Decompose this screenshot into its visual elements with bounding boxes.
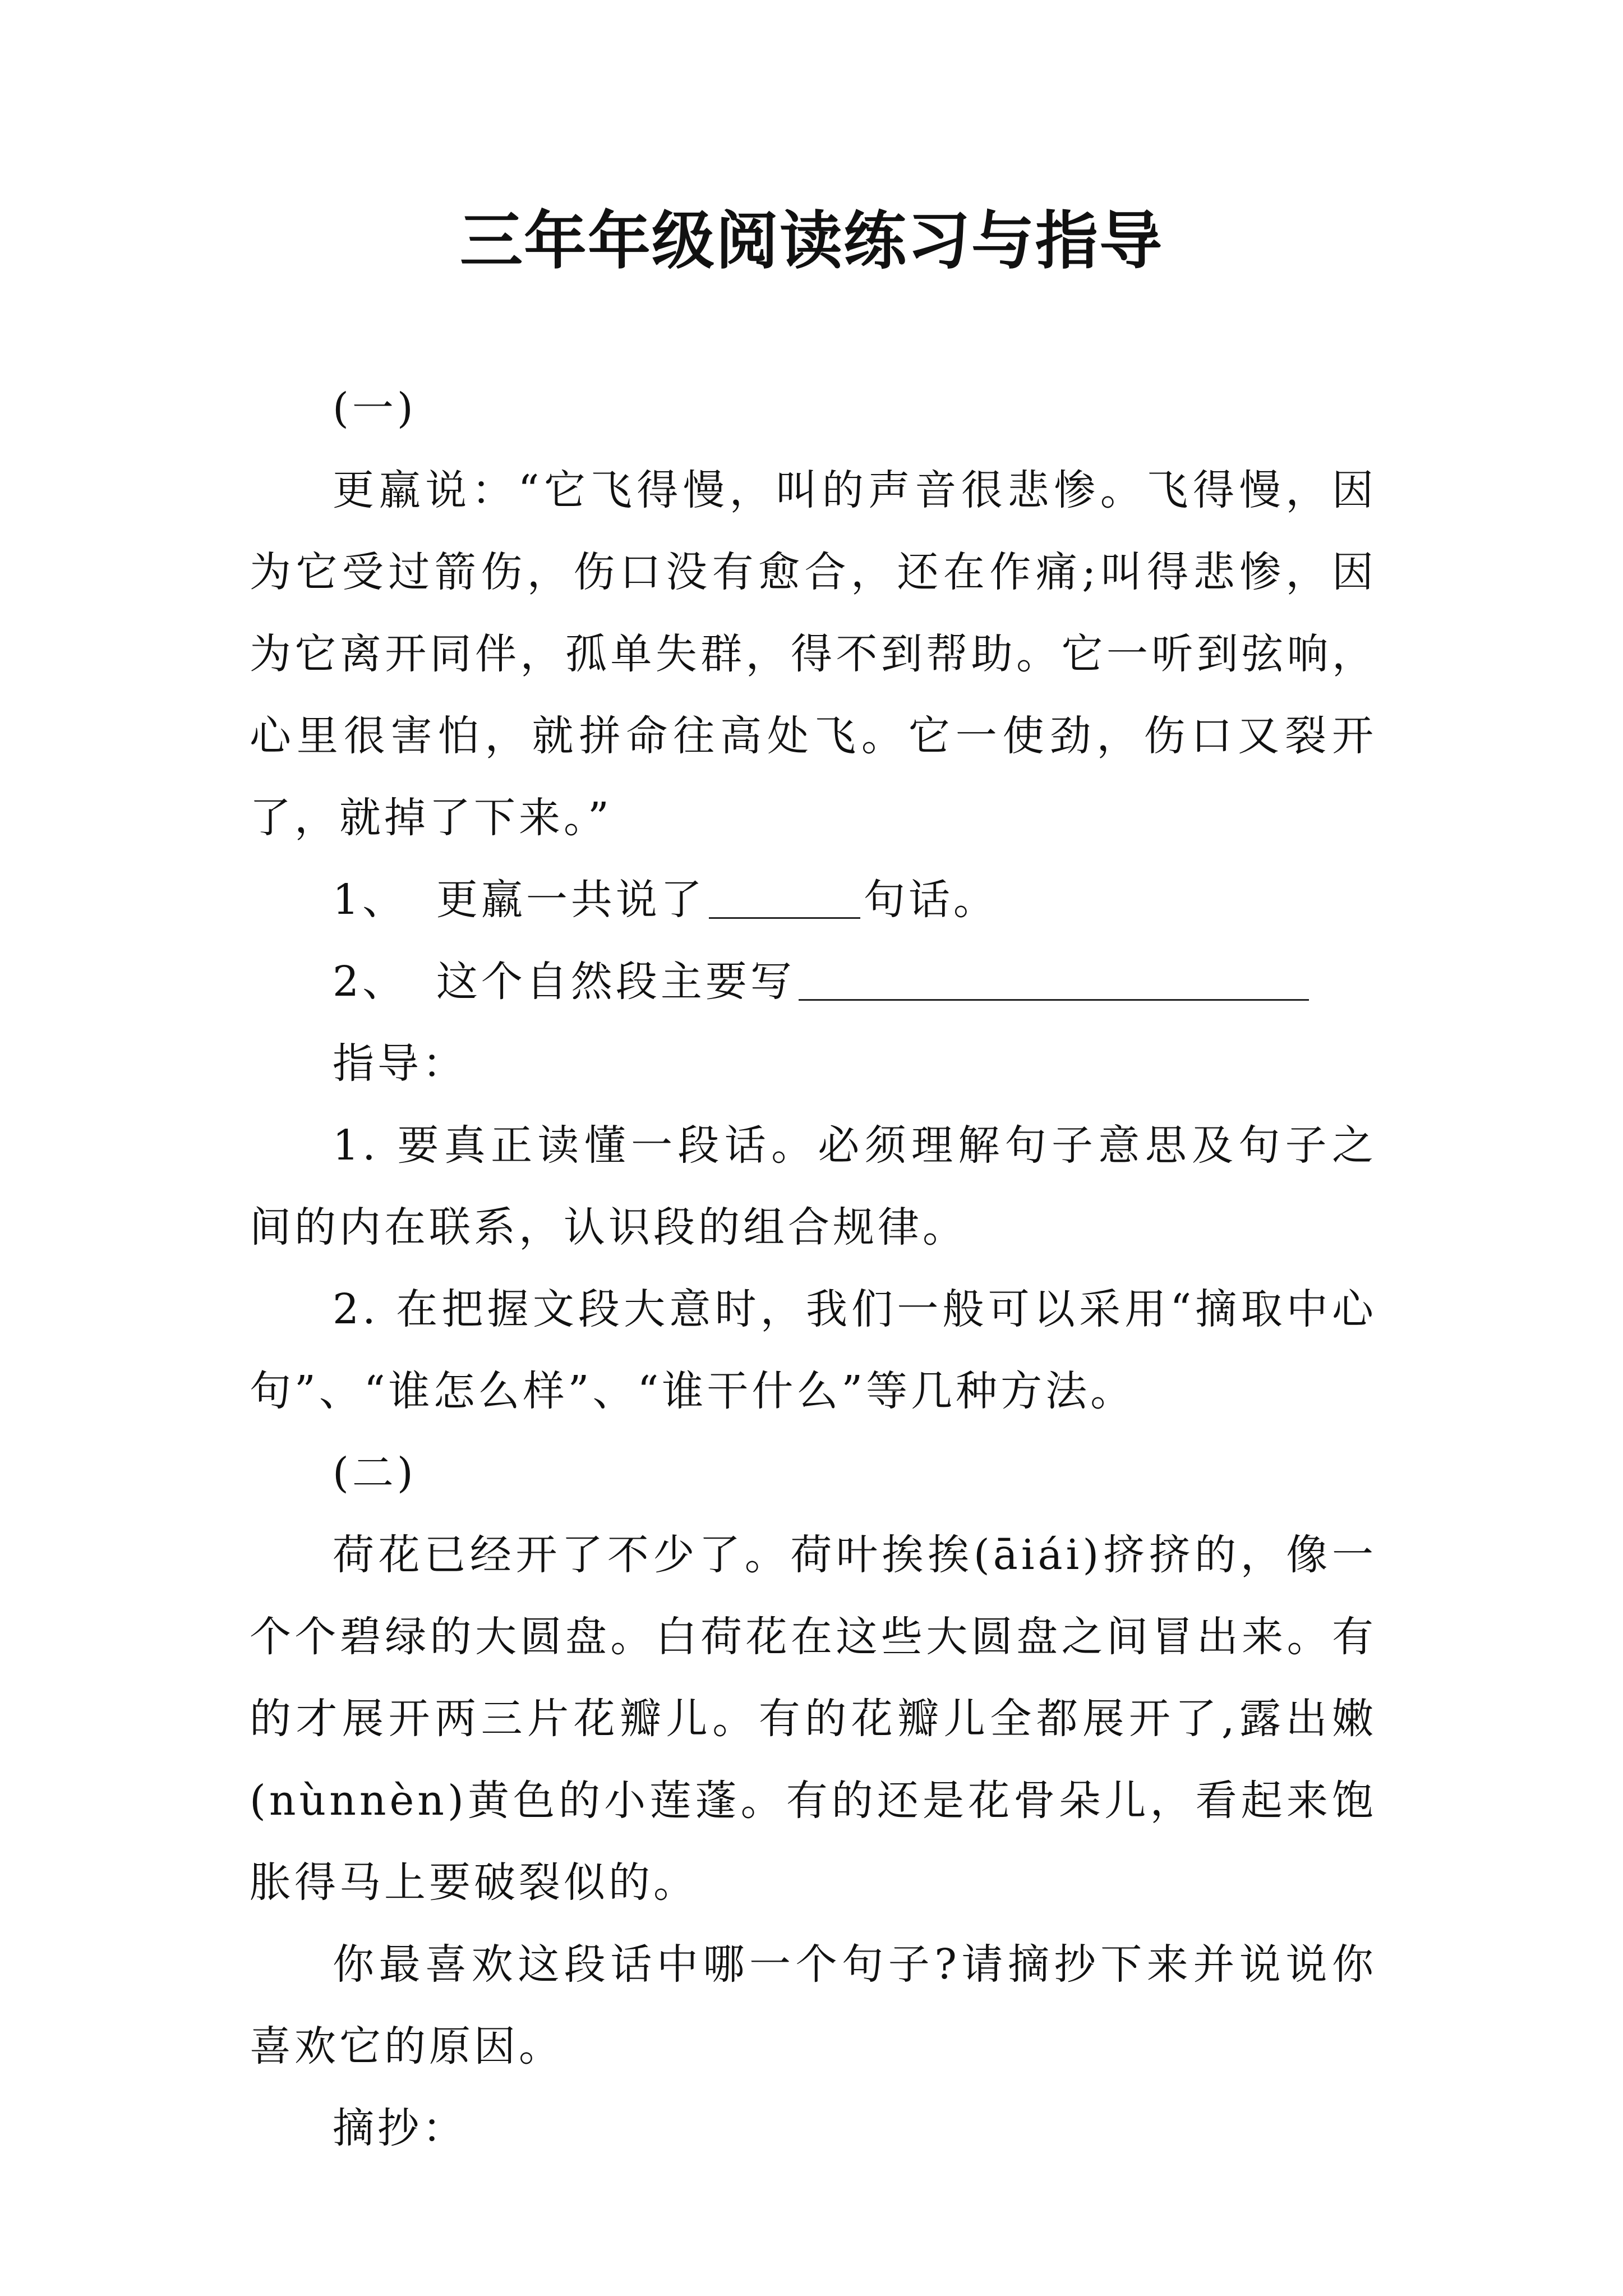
question-2-text: 这个自然段主要写 xyxy=(436,958,795,1006)
question-2-answer-blank[interactable] xyxy=(799,958,1309,1001)
question-2-number: 2、 xyxy=(333,958,408,1006)
question-1-text: 更羸一共说了 xyxy=(436,876,706,924)
section1-heading: (一) xyxy=(333,384,417,432)
document-body xyxy=(250,367,1377,2169)
question-2 xyxy=(250,941,1377,1023)
question-1 xyxy=(250,859,1377,941)
section2-passage: 荷花已经开了不少了。荷叶挨挨(āiái)挤挤的，像一个个碧绿的大圆盘。白荷花在这些大圆盘之间冒出来。有的才展开两三片花瓣儿。有的花瓣儿全都展开了,露出嫩(nùnnèn)黄色的小莲蓬。有的还是花骨朵儿，看起来饱胀得马上要破裂似的。 xyxy=(250,1531,1377,1907)
guide-label: 指导： xyxy=(333,1039,467,1088)
guide-item-2: 2. 在把握文段大意时，我们一般可以采用“摘取中心句”、“谁怎么样”、“谁干什么”等几种方法。 xyxy=(250,1285,1377,1415)
section1-passage: 更羸说：“它飞得慢，叫的声音很悲惨。飞得慢，因为它受过箭伤，伤口没有愈合，还在作痛;叫得悲惨，因为它离开同伴，孤单失群，得不到帮助。它一听到弦响，心里很害怕，就拼命往高处飞。它一使劲，伤口又裂开了，就掉了下来。” xyxy=(250,466,1377,842)
section2-heading: (二) xyxy=(333,1449,417,1497)
question-1-number: 1、 xyxy=(333,876,408,924)
copy-label: 摘抄： xyxy=(333,2104,467,2152)
question-1-answer-blank[interactable] xyxy=(709,876,860,919)
guide-item-1: 1. 要真正读懂一段话。必须理解句子意思及句子之间的内在联系，认识段的组合规律。 xyxy=(250,1121,1377,1251)
document-title: 三年年级阅读练习与指导 xyxy=(460,205,1163,278)
section2-question: 你最喜欢这段话中哪一个句子?请摘抄下来并说说你喜欢它的原因。 xyxy=(250,1940,1377,2070)
question-1-text-end: 句话。 xyxy=(863,876,998,924)
